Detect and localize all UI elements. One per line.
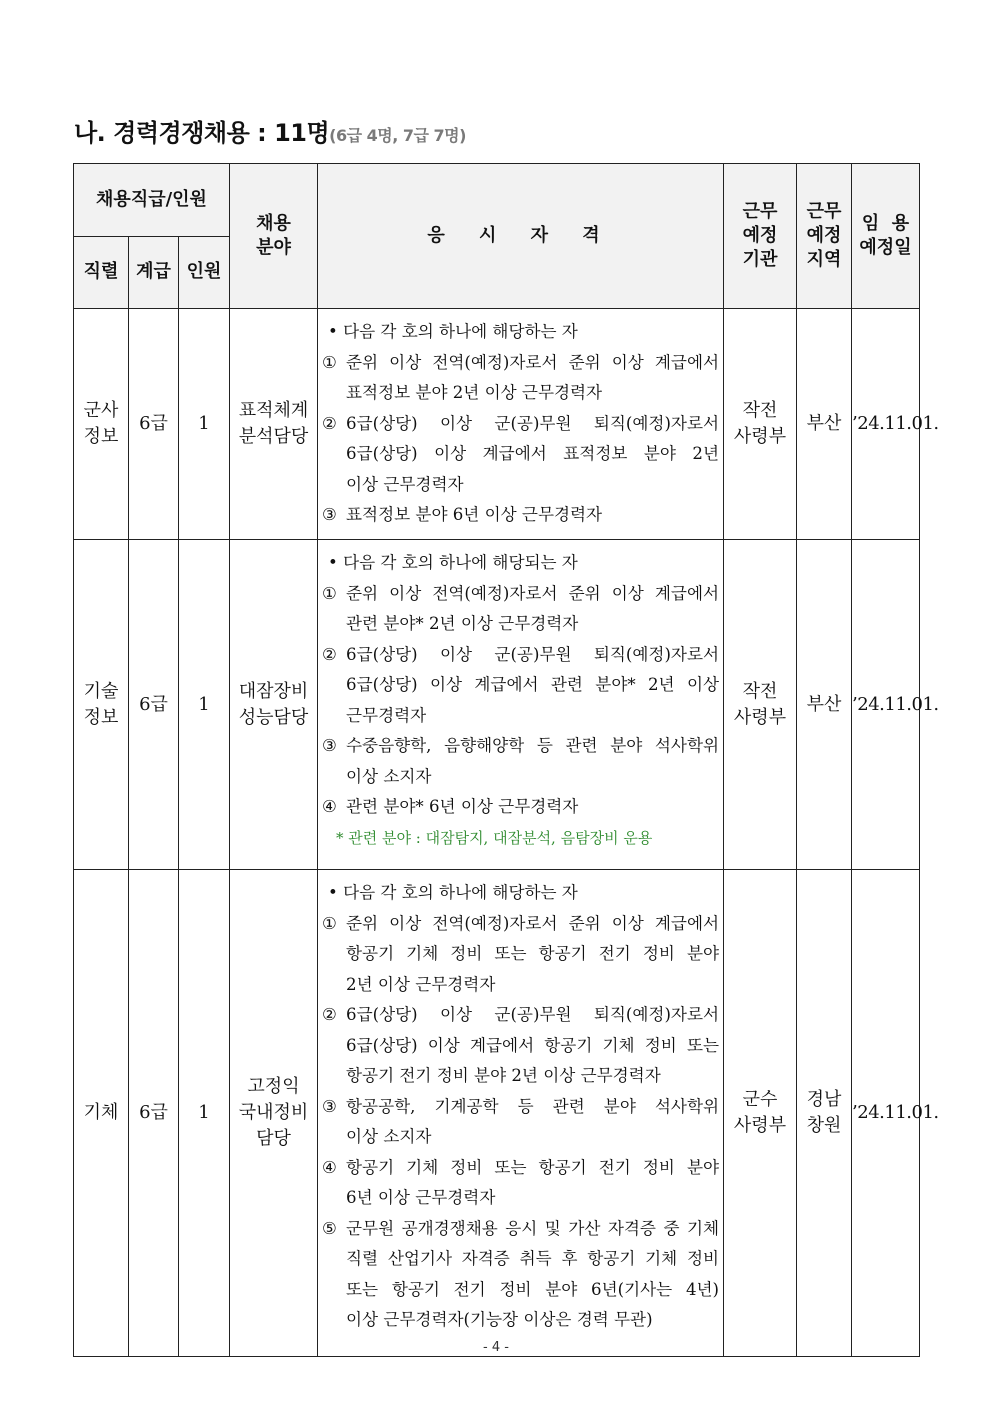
section-heading	[74, 113, 466, 148]
item-marker: ②	[322, 1005, 337, 1024]
header-recruit-group: 채용직급/인원	[74, 164, 230, 237]
header-count: 인원	[179, 236, 230, 309]
qualification-line: ③ 항공공학, 기계공학 등 관련 분야 석사학위	[322, 1092, 719, 1123]
cell-qualification	[318, 540, 724, 870]
qualification-line: ② 6급(상당) 이상 군(공)무원 퇴직(예정)자로서	[322, 640, 719, 671]
cell-series: 군사 정보	[74, 309, 129, 540]
qualification-line: ① 준위 이상 전역(예정)자로서 준위 이상 계급에서	[322, 579, 719, 610]
cell-count: 1	[179, 540, 230, 870]
qualification-line: 직렬 산업기사 자격증 취득 후 항공기 기체 정비	[346, 1249, 720, 1268]
qualification-line: ② 6급(상당) 이상 군(공)무원 퇴직(예정)자로서	[322, 409, 719, 440]
header-region: 근무 예정 지역	[797, 164, 852, 309]
qualification-intro: • 다음 각 호의 하나에 해당되는 자	[328, 553, 578, 572]
qualification-line: ① 준위 이상 전역(예정)자로서 준위 이상 계급에서	[322, 909, 719, 940]
item-marker: ①	[322, 913, 337, 933]
recruitment-table	[73, 163, 939, 1357]
cell-series: 기술 정보	[74, 540, 129, 870]
item-marker: ①	[322, 352, 337, 372]
qualification-line: ② 6급(상당) 이상 군(공)무원 퇴직(예정)자로서	[322, 1000, 719, 1031]
qualification-line: ③ 표적정보 분야 6년 이상 근무경력자	[322, 500, 719, 531]
header-date: 임 용 예정일	[852, 164, 920, 309]
item-marker: ③	[322, 505, 337, 524]
cell-field: 고정익 국내정비 담당	[230, 870, 318, 1357]
qualification-intro: • 다음 각 호의 하나에 해당하는 자	[328, 322, 578, 341]
cell-qualification	[318, 309, 724, 540]
qualification-line: 2년 이상 근무경력자	[346, 974, 496, 994]
item-marker: ⑤	[322, 1218, 337, 1238]
cell-count: 1	[179, 309, 230, 540]
cell-date: ’24.11.01.	[852, 309, 920, 540]
qualification-line: 관련 분야* 2년 이상 근무경력자	[346, 614, 579, 633]
table-row	[74, 540, 920, 870]
qualification-line: ⑤ 군무원 공개경쟁채용 응시 및 가산 자격증 중 기체	[322, 1214, 719, 1245]
table-row	[74, 309, 920, 540]
cell-count: 1	[179, 870, 230, 1357]
cell-region: 경남 창원	[797, 870, 852, 1357]
cell-region: 부산	[797, 540, 852, 870]
qualification-line: ④ 관련 분야* 6년 이상 근무경력자	[322, 792, 719, 823]
qualification-line: ③ 수중음향학, 음향해양학 등 관련 분야 석사학위	[322, 731, 719, 762]
cell-date: ’24.11.01.	[852, 870, 920, 1357]
cell-grade: 6급	[129, 540, 179, 870]
header-agency: 근무 예정 기관	[724, 164, 797, 309]
qualification-line: 또는 항공기 전기 정비 분야 6년(기사는 4년)	[346, 1279, 720, 1299]
item-marker: ①	[322, 583, 337, 603]
cell-region: 부산	[797, 309, 852, 540]
qualification-line: 이상 소지자	[346, 1127, 432, 1146]
header-grade: 계급	[129, 236, 179, 309]
item-marker: ③	[322, 1096, 337, 1116]
cell-series: 기체	[74, 870, 129, 1357]
cell-field: 대잠장비 성능담당	[230, 540, 318, 870]
qualification-line: 6급(상당) 이상 계급에서 표적정보 분야 2년	[346, 444, 720, 463]
qualification-line: 근무경력자	[346, 705, 427, 725]
cell-grade: 6급	[129, 870, 179, 1357]
table-row	[74, 870, 920, 1357]
cell-field: 표적체계 분석담당	[230, 309, 318, 540]
qualification-line: 항공기 전기 정비 분야 2년 이상 근무경력자	[346, 1066, 661, 1085]
cell-grade: 6급	[129, 309, 179, 540]
cell-agency: 군수 사령부	[724, 870, 797, 1357]
qualification-intro: • 다음 각 호의 하나에 해당하는 자	[328, 883, 578, 902]
qualification-line: 표적정보 분야 2년 이상 근무경력자	[346, 383, 603, 402]
cell-agency: 작전 사령부	[724, 540, 797, 870]
section-heading-sub: (6급 4명, 7급 7명)	[329, 126, 466, 145]
qualification-line: 이상 소지자	[346, 766, 432, 786]
qualification-line: ④ 항공기 기체 정비 또는 항공기 전기 정비 분야	[322, 1153, 719, 1184]
item-marker: ②	[322, 644, 337, 664]
qualification-line: 항공기 기체 정비 또는 항공기 전기 정비 분야	[346, 944, 720, 963]
header-qualification: 응 시 자 격	[318, 164, 724, 309]
cell-qualification	[318, 870, 724, 1357]
item-marker: ④	[322, 797, 337, 816]
qualification-line: 6급(상당) 이상 계급에서 관련 분야* 2년 이상	[346, 675, 720, 694]
item-marker: ③	[322, 736, 337, 755]
item-marker: ②	[322, 413, 337, 433]
qualification-note: * 관련 분야 : 대잠탐지, 대잠분석, 음탐장비 운용	[336, 828, 653, 847]
cell-date: ’24.11.01.	[852, 540, 920, 870]
item-marker: ④	[322, 1157, 337, 1177]
qualification-line: ① 준위 이상 전역(예정)자로서 준위 이상 계급에서	[322, 348, 719, 379]
qualification-line: 6년 이상 근무경력자	[346, 1188, 496, 1207]
qualification-line: 이상 근무경력자(기능장 이상은 경력 무관)	[346, 1310, 653, 1329]
header-field: 채용 분야	[230, 164, 318, 309]
section-heading-main: 나. 경력경쟁채용 : 11명	[74, 119, 330, 147]
qualification-line: 이상 근무경력자	[346, 474, 464, 494]
qualification-line: 6급(상당) 이상 계급에서 항공기 기체 정비 또는	[346, 1035, 720, 1055]
page-number: - 4 -	[483, 1340, 509, 1355]
cell-agency: 작전 사령부	[724, 309, 797, 540]
header-series: 직렬	[74, 236, 129, 309]
